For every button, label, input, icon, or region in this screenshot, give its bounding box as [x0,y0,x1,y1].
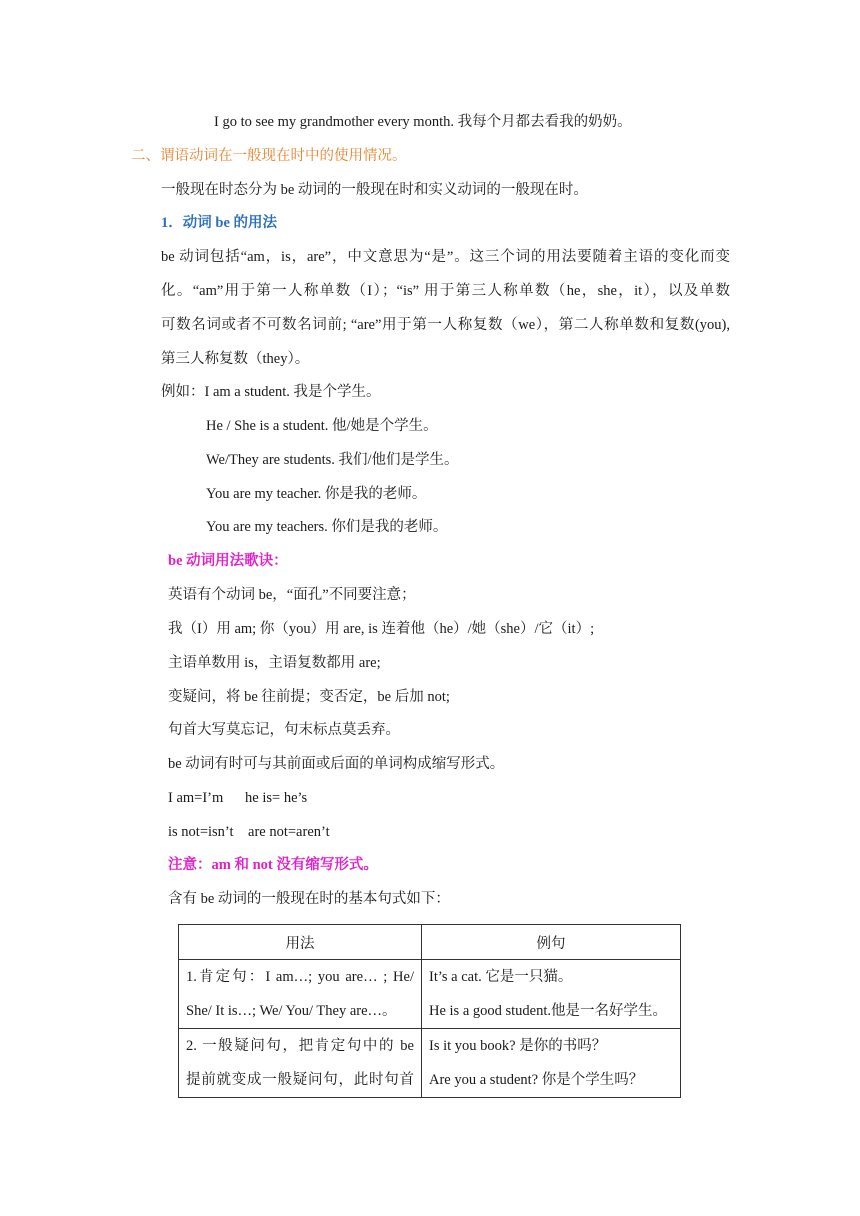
table-row [179,1029,681,1098]
example-line: He / She is a student. 他/她是个学生。 [206,418,438,434]
intro-paragraph: 一般现在时态分为 be 动词的一般现在时和实义动词的一般现在时。 [161,182,588,198]
paragraph-line: 化。“am”用于第一人称单数（I）；“is” 用于第三人称单数（he，she，it），以及单数 [161,283,730,299]
rhyme-line: 英语有个动词 be，“面孔”不同要注意； [168,587,416,603]
example-line: You are my teachers. 你们是我的老师。 [206,519,448,535]
usage-line: 2. 一般疑问句，把肯定句中的 be [186,1038,414,1054]
contraction-line: is not=isn’t are not=aren’t [168,824,330,840]
example-line: Is it you book? 是你的书吗？ [429,1038,607,1054]
subheading-be-usage: 1．动词 be 的用法 [161,215,277,231]
rhyme-line: 变疑问，将 be 往前提；变否定，be 后加 not; [168,689,450,705]
example-line: 例如：I am a student. 我是个学生。 [161,384,381,400]
table-header-usage: 用法 [179,925,422,960]
usage-line: She/ It is…; We/ You/ They are…。 [186,1003,397,1019]
section-heading-2: 二、谓语动词在一般现在时中的使用情况。 [131,148,407,164]
example-line: Are you a student? 你是个学生吗？ [429,1072,644,1088]
rhyme-line: 我（I）用 am; 你（you）用 are, is 连着他（he）/她（she）/它（it）; [168,621,595,637]
contraction-intro: be 动词有时可与其前面或后面的单词构成缩写形式。 [168,756,505,772]
usage-cell [179,1029,422,1098]
example-cell [422,960,681,1029]
table-row [179,960,681,1029]
usage-line: 提前就变成一般疑问句，此时句首 [186,1072,414,1088]
paragraph-line: be 动词包括“am，is，are”，中文意思为“是”。这三个词的用法要随着主语的变化而变 [161,249,730,265]
rhyme-heading: be 动词用法歌诀： [168,553,288,569]
sentence-pattern-table [178,924,681,1098]
example-sentence-grandmother: I go to see my grandmother every month. 我每个月都去看我的奶奶。 [214,114,632,130]
example-cell [422,1029,681,1098]
note-line: 注意：am 和 not 没有缩写形式。 [168,857,378,873]
table-header-row [179,925,681,960]
table-header-example: 例句 [422,925,681,960]
contraction-line: I am=I’m he is= he’s [168,790,308,806]
example-line: We/They are students. 我们/他们是学生。 [206,452,459,468]
sentence-patterns-intro: 含有 be 动词的一般现在时的基本句式如下： [168,891,450,907]
example-line: You are my teacher. 你是我的老师。 [206,486,427,502]
example-line: He is a good student.他是一名好学生。 [429,1003,668,1019]
rhyme-line: 主语单数用 is，主语复数都用 are; [168,655,381,671]
paragraph-line: 可数名词或者不可数名词前; “are”用于第一人称复数（we），第二人称单数和复数(you), [161,317,730,333]
example-line: It’s a cat. 它是一只猫。 [429,969,573,985]
paragraph-line: 第三人称复数（they）。 [161,351,310,367]
rhyme-line: 句首大写莫忘记，句末标点莫丢弃。 [168,722,400,738]
usage-line: 1.肯定句：I am…; you are… ; He/ [186,969,414,985]
usage-cell [179,960,422,1029]
